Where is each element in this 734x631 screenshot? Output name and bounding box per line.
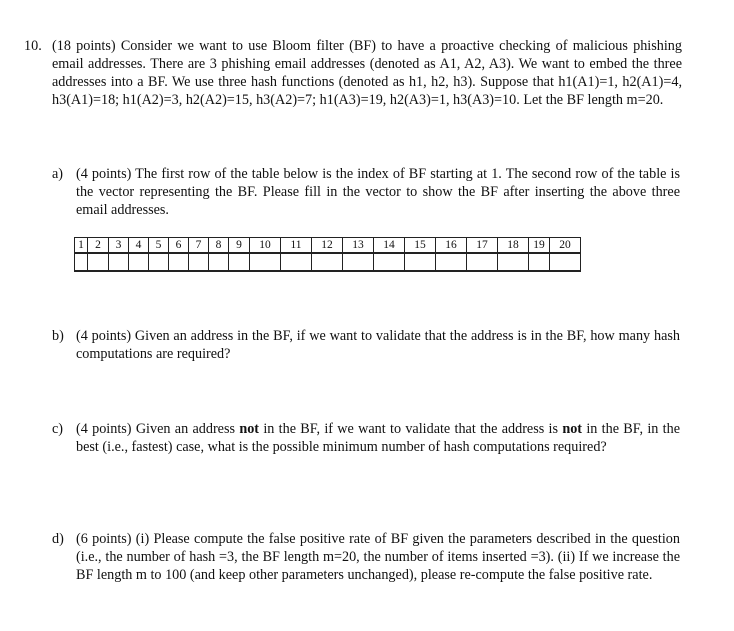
bloom-filter-table [74, 237, 581, 272]
bf-vector-cell[interactable] [149, 253, 169, 271]
bf-vector-row [75, 253, 581, 271]
bf-vector-cell[interactable] [550, 253, 581, 271]
bf-vector-cell[interactable] [467, 253, 498, 271]
bf-index-cell: 19 [529, 238, 550, 254]
part-d-text-ii: (ii) If we increase the BF length m to 100 (and keep other parameters unchanged), please re-compute the false positive rate. [76, 549, 680, 583]
bf-vector-cell[interactable] [529, 253, 550, 271]
part-c-label: c) [52, 421, 64, 437]
bf-index-cell: 17 [467, 238, 498, 254]
bf-vector-cell[interactable] [88, 253, 109, 271]
part-c-text-2: in the BF, if we want to validate that the address is [259, 421, 563, 437]
bf-vector-cell[interactable] [129, 253, 149, 271]
bf-vector-cell[interactable] [75, 253, 88, 271]
question-number: 10. [24, 38, 42, 54]
bf-vector-cell[interactable] [250, 253, 281, 271]
bf-index-cell: 4 [129, 238, 149, 254]
bf-index-cell: 12 [312, 238, 343, 254]
bf-index-cell: 15 [405, 238, 436, 254]
bf-vector-cell[interactable] [169, 253, 189, 271]
bf-vector-cell[interactable] [436, 253, 467, 271]
bf-index-cell: 6 [169, 238, 189, 254]
bf-index-cell: 7 [189, 238, 209, 254]
bf-index-row [75, 238, 581, 254]
part-c-text-3: in the BF, in the best (i.e., fastest) case, what is the possible minimum number of hash computations required? [76, 421, 681, 455]
part-b-label: b) [52, 328, 64, 344]
question-intro: (18 points) Consider we want to use Bloom filter (BF) to have a proactive checking of malicious phishing email addresses. There are 3 phishing email addresses (denoted as A1, A2, A3). We want to embed the three addresses into a BF. We use three hash functions (denoted as h1, h2, h3). Suppose that h1(A1)=1, h2(A1)=4, h3(A1)=18; h1(A2)=3, h2(A2)=15, h3(A2)=7; h1(A3)=19, h2(A3)=1, h3(A3)=10. Let the BF length m=20. [52, 38, 682, 108]
bf-index-cell: 9 [229, 238, 250, 254]
bf-vector-cell[interactable] [281, 253, 312, 271]
bf-index-cell: 16 [436, 238, 467, 254]
bf-index-cell: 13 [343, 238, 374, 254]
part-d-label: d) [52, 531, 64, 547]
bf-index-cell: 10 [250, 238, 281, 254]
bf-index-cell: 20 [550, 238, 581, 254]
bf-index-cell: 3 [109, 238, 129, 254]
bf-vector-cell[interactable] [374, 253, 405, 271]
bf-index-cell: 5 [149, 238, 169, 254]
bf-vector-cell[interactable] [189, 253, 209, 271]
part-c-text-1: (4 points) Given an address [76, 421, 240, 437]
bf-index-cell: 11 [281, 238, 312, 254]
part-c-bold-not-1: not [239, 421, 260, 437]
bf-vector-cell[interactable] [312, 253, 343, 271]
part-c-text [76, 420, 680, 456]
bf-vector-cell[interactable] [343, 253, 374, 271]
bf-vector-cell[interactable] [405, 253, 436, 271]
part-d-text [76, 530, 680, 584]
bf-vector-cell[interactable] [229, 253, 250, 271]
part-d-text-i: (6 points) (i) Please compute the false positive rate of BF given the parameters described in the question (i.e., the number of hash =3, the BF length m=20, the number of items inserted =3). [76, 531, 680, 565]
bf-vector-cell[interactable] [109, 253, 129, 271]
bf-vector-cell[interactable] [209, 253, 229, 271]
bf-index-cell: 14 [374, 238, 405, 254]
bf-index-cell: 8 [209, 238, 229, 254]
bf-index-cell: 18 [498, 238, 529, 254]
part-b-text: (4 points) Given an address in the BF, if we want to validate that the address is in the BF, how many hash computations are required? [76, 328, 680, 362]
bf-index-cell: 2 [88, 238, 109, 254]
part-a-text: (4 points) The first row of the table below is the index of BF starting at 1. The second row of the table is the vector representing the BF. Please fill in the vector to show the BF after inserting the above three email addresses. [76, 166, 680, 218]
part-c-bold-not-2: not [562, 421, 583, 437]
bf-vector-cell[interactable] [498, 253, 529, 271]
part-a-label: a) [52, 166, 64, 182]
bf-index-cell: 1 [75, 238, 88, 254]
